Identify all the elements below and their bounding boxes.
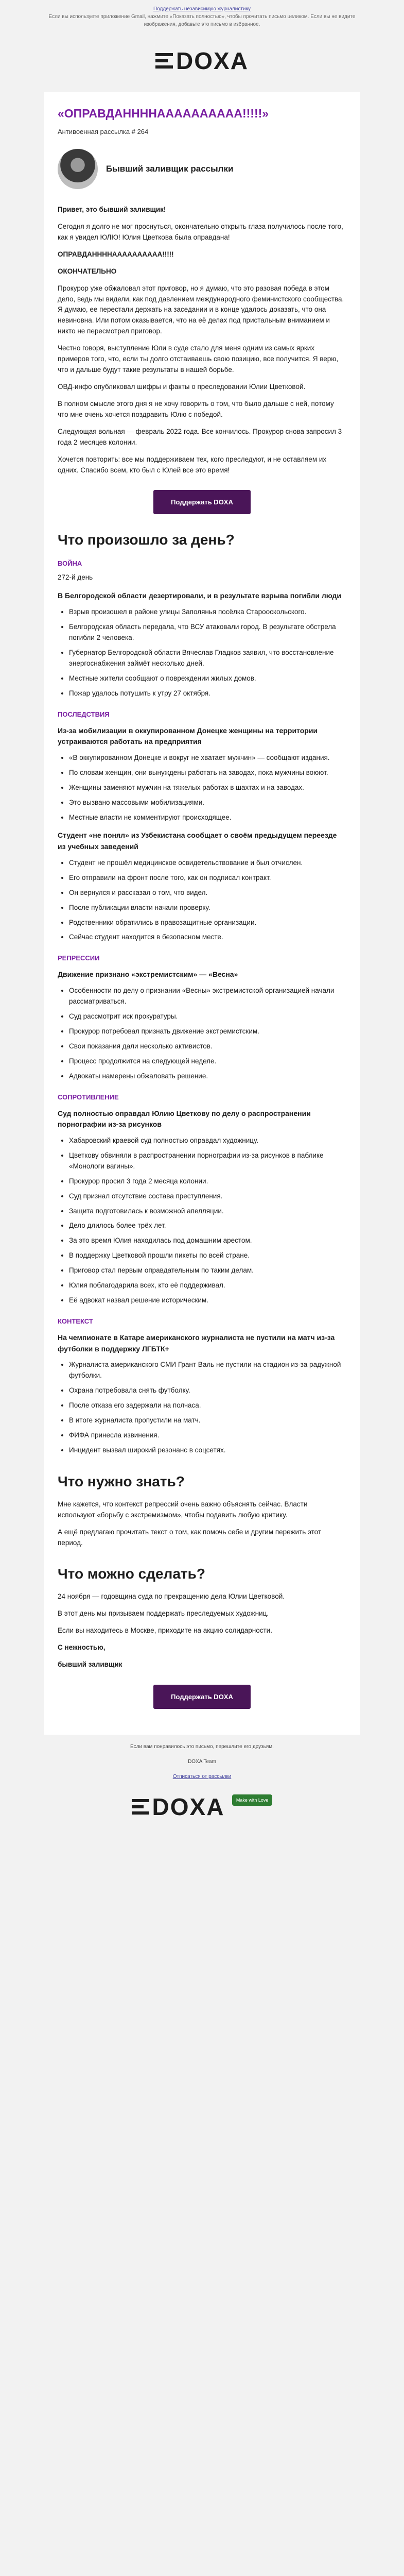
signoff: С нежностью, <box>58 1643 106 1652</box>
section-title: Что можно сделать? <box>58 1566 205 1582</box>
intro-paragraph: Честно говоря, выступление Юли в суде стало для меня одним из самых ярких примеров того, что, если ты долго отстаиваешь свою позицию, все получится. Я верю, что и дальше будут такие результаты в нашей борьбе. <box>58 344 339 374</box>
list-item: • ФИФА принесла извинения. <box>69 1430 346 1441</box>
logo-text: DOXA <box>152 1793 225 1821</box>
paragraph: Если вы находитесь в Москве, приходите на акцию солидарности. <box>58 1626 272 1635</box>
paragraph: 24 ноября — годовщина суда по прекращению дела Юлии Цветковой. <box>58 1592 285 1601</box>
war-lead: В Белгородской области дезертировали, и в результате взрыва погибли люди <box>58 591 341 600</box>
list-item: • По словам женщин, они вынуждены работать на заводах, пока мужчины воюют. <box>69 768 346 778</box>
paragraph: В этот день мы призываем поддержать преследуемых художниц. <box>58 1609 269 1618</box>
list-item: • Цветкову обвиняли в распространении порнографии из-за рисунков в паблике «Монологи вагины». <box>69 1150 346 1172</box>
intro-paragraph: ОВД-инфо опубликовал шифры и факты о преследовании Юлии Цветковой. <box>58 382 306 391</box>
war-day: 272-й день <box>58 573 93 582</box>
support-link[interactable]: Поддержать независимую журналистику <box>153 6 251 12</box>
headline: «ОПРАВДАННННАААААААААА!!!!!» <box>58 107 269 120</box>
content-card <box>44 92 360 1735</box>
avatar <box>58 149 98 189</box>
list-item: • Процесс продолжится на следующей неделе. <box>69 1056 346 1067</box>
footer-team: DOXA Team <box>188 1759 216 1765</box>
list-item: • Свои показания дали несколько активистов. <box>69 1041 346 1052</box>
unsubscribe-link[interactable]: Отписаться от рассылки <box>172 1774 232 1780</box>
list-item: • Женщины заменяют мужчин на тяжелых работах в шахтах и на заводах. <box>69 783 346 793</box>
newsletter <box>44 0 360 1821</box>
signoff-name: бывший заливщик <box>58 1660 122 1669</box>
list-item: • Родственники обратились в правозащитные организации. <box>69 918 346 928</box>
gmail-notice: Если вы используете приложение Gmail, нажмите «Показать полностью», чтобы прочитать письмо целиком. Если вы не видите изображения, добавьте это письмо в избранное. <box>48 14 356 27</box>
war-list <box>58 607 346 699</box>
list-item: • Особенности по делу о признании «Весны» экстремистской организацией начали рассматриваться. <box>69 986 346 1007</box>
repressions-lead: Движение признано «экстремистским» — «Весна» <box>58 970 238 979</box>
share-note: Если вам понравилось это письмо, перешлите его друзьям. <box>130 1744 274 1750</box>
list-item: • Суд признал отсутствие состава преступления. <box>69 1191 346 1202</box>
resistance-list <box>58 1136 346 1306</box>
repressions-list <box>58 986 346 1081</box>
author-name: Бывший заливщик рассылки <box>106 164 234 174</box>
list-item: • Дело длилось более трёх лет. <box>69 1221 346 1231</box>
logo <box>44 47 360 75</box>
student-list <box>58 858 346 943</box>
support-button[interactable]: Поддержать DOXA <box>153 1685 251 1709</box>
paragraph: А ещё предлагаю прочитать текст о том, как помочь себе и другим пережить этот период. <box>58 1528 322 1547</box>
list-item: • «В оккупированном Донецке и вокруг не хватает мужчин» — сообщают издания. <box>69 753 346 764</box>
intro-paragraph: Следующая вольная — февраль 2022 года. Все кончилось. Прокурор снова запросил 3 года 2 месяцев колонии. <box>58 427 342 446</box>
list-item: • Прокурор потребовал признать движение экстремистским. <box>69 1026 346 1037</box>
list-item: • Юлия поблагодарила всех, кто её поддерживал. <box>69 1280 346 1291</box>
logo-mark-icon <box>132 1799 149 1815</box>
resistance-lead: Суд полностью оправдал Юлию Цветкову по делу о распространении порнографии из-за рисунков <box>58 1109 311 1129</box>
list-item: • Местные власти не комментируют происходящее. <box>69 812 346 823</box>
list-item: • Студент не прошёл медицинское освидетельствование и был отчислен. <box>69 858 346 869</box>
list-item: • Местные жители сообщают о повреждении жилых домов. <box>69 673 346 684</box>
support-button[interactable]: Поддержать DOXA <box>153 490 251 514</box>
tag-war: ВОЙНА <box>58 560 82 568</box>
author <box>58 149 346 189</box>
greeting: Привет, это бывший заливщик! <box>58 206 166 213</box>
list-item: • После публикации власти начали проверку. <box>69 903 346 913</box>
list-item: • Взрыв произошел в районе улицы Заполянья посёлка Старооскольского. <box>69 607 346 618</box>
list-item: • В поддержку Цветковой прошли пикеты по всей стране. <box>69 1250 346 1261</box>
list-item: • Инцидент вызвал широкий резонанс в соцсетях. <box>69 1445 346 1456</box>
list-item: • Охрана потребовала снять футболку. <box>69 1385 346 1396</box>
list-item: • Суд рассмотрит иск прокуратуры. <box>69 1011 346 1022</box>
logo-mark-icon <box>155 53 173 69</box>
list-item: • Её адвокат назвал решение историческим. <box>69 1295 346 1306</box>
intro-paragraph: Сегодня я долго не мог проснуться, окончательно открыть глаза получилось после того, как я увидел ЮЛЮ! Юлия Цветкова была оправдана! <box>58 222 343 241</box>
list-item: • Прокурор просил 3 года 2 месяца колонии. <box>69 1176 346 1187</box>
intro-paragraph: Хочется повторить: все мы поддерживаем тех, кого преследуют, и не оставляем их одних. Спасибо всем, кто был с Юлей все это время! <box>58 455 327 474</box>
intro-emphasis: ОПРАВДАННННАААААААААА!!!!! <box>58 250 174 258</box>
tag-consequences: ПОСЛЕДСТВИЯ <box>58 710 110 718</box>
intro-emphasis: ОКОНЧАТЕЛЬНО <box>58 267 117 275</box>
topbar <box>44 0 360 28</box>
list-item: • Белгородская область передала, что ВСУ атаковали город. В результате обстрела погибли 2 человека. <box>69 622 346 643</box>
tag-repressions: РЕПРЕССИИ <box>58 954 100 962</box>
list-item: • Его отправили на фронт после того, как он подписал контракт. <box>69 873 346 884</box>
made-with-badge[interactable]: Make with Love <box>232 1794 273 1806</box>
list-item: • Защита подготовилась к возможной апелляции. <box>69 1206 346 1217</box>
intro-paragraph: В полном смысле этого дня я не хочу говорить о том, что было дальше с ней, потому что мне очень хочется поздравить Юлю с победой. <box>58 399 334 418</box>
list-item: • Он вернулся и рассказал о том, что видел. <box>69 888 346 899</box>
list-item: • Губернатор Белгородской области Вячеслав Гладков заявил, что восстановление энергоснабжения займёт несколько дней. <box>69 648 346 669</box>
list-item: • Пожар удалось потушить к утру 27 октября. <box>69 688 346 699</box>
tag-resistance: СОПРОТИВЛЕНИЕ <box>58 1093 119 1101</box>
logo-text: DOXA <box>176 47 249 74</box>
list-item: • Адвокаты намерены обжаловать решение. <box>69 1071 346 1082</box>
student-lead: Студент «не понял» из Узбекистана сообщает о своём предыдущем переезде из учебных заведений <box>58 831 337 851</box>
section-title: Что нужно знать? <box>58 1473 185 1489</box>
context-list <box>58 1360 346 1455</box>
paragraph: Мне кажется, что контекст репрессий очень важно объяснять сейчас. Власти используют «борьбу с экстремизмом», чтобы подавить любую критику. <box>58 1500 308 1519</box>
list-item: • Хабаровский краевой суд полностью оправдал художницу. <box>69 1136 346 1146</box>
list-item: • Сейчас студент находится в безопасном месте. <box>69 932 346 943</box>
consequences-lead: Из-за мобилизации в оккупированном Донецке женщины на территории устраиваются работать на предприятия <box>58 726 318 746</box>
issue-number: Антивоенная рассылка # 264 <box>58 128 149 135</box>
list-item: • Это вызвано массовыми мобилизациями. <box>69 798 346 808</box>
list-item: • За это время Юлия находилась под домашним арестом. <box>69 1235 346 1246</box>
footer-logo <box>44 1793 360 1821</box>
list-item: • После отказа его задержали на полчаса. <box>69 1400 346 1411</box>
consequences-list <box>58 753 346 823</box>
list-item: • Приговор стал первым оправдательным по таким делам. <box>69 1265 346 1276</box>
list-item: • В итоге журналиста пропустили на матч. <box>69 1415 346 1426</box>
context-lead: На чемпионате в Катаре американского журналиста не пустили на матч из-за футболки в поддержку ЛГБТК+ <box>58 1333 335 1353</box>
intro-paragraph: Прокурор уже обжаловал этот приговор, но я думаю, что это разовая победа в этом дело, ведь мы видели, как под давлением международного феминистского сообщества. Я думаю, ее перестали держать на заседании и в конце удалось доказать, что она невиновна. Или потом оказывается, что на её делах под пристальным вниманием и никто не пересмотрел приговор. <box>58 284 344 335</box>
list-item: • Журналиста американского СМИ Грант Валь не пустили на стадион из-за радужной футболки. <box>69 1360 346 1381</box>
section-title: Что произошло за день? <box>58 532 235 548</box>
tag-context: КОНТЕКСТ <box>58 1317 93 1325</box>
